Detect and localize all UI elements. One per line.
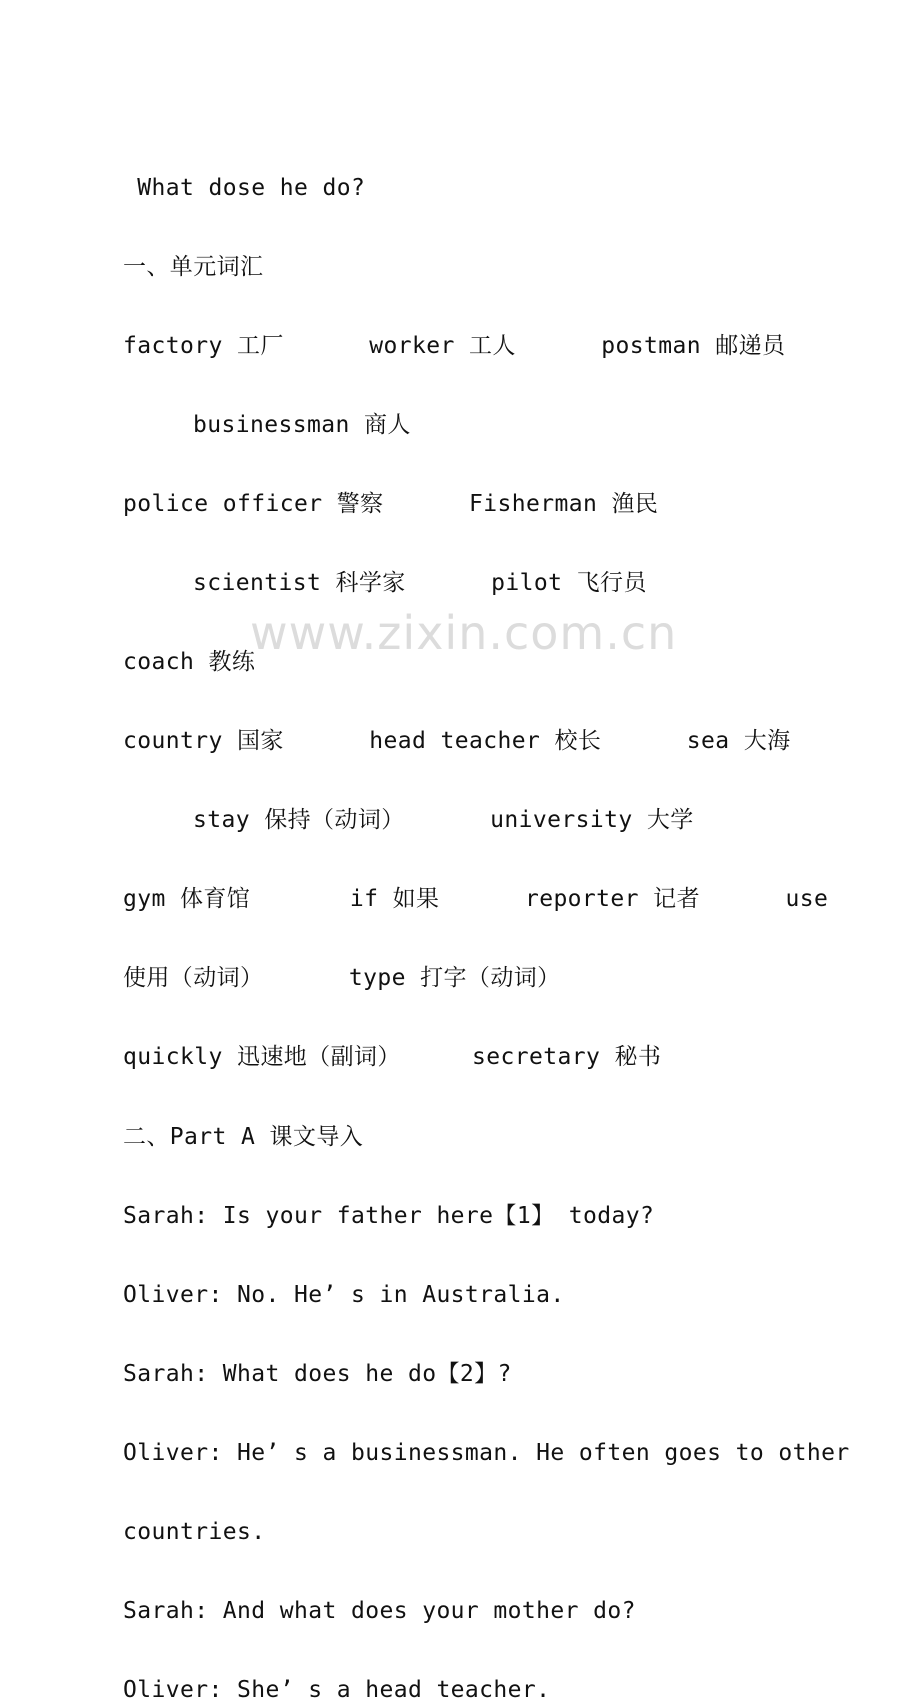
dialogue-line: Oliver: He’ s a businessman. He often goes to other xyxy=(123,1440,850,1466)
dialogue-line: Oliver: No. He’ s in Australia. xyxy=(123,1282,565,1308)
vocab-line: stay 保持（动词） university 大学 xyxy=(193,807,694,833)
dialogue-line: Sarah: What does he do【2】? xyxy=(123,1361,512,1387)
vocab-line: police officer 警察 Fisherman 渔民 xyxy=(123,491,659,517)
section-heading-vocabulary: 一、单元词汇 xyxy=(123,254,264,280)
watermark: www.zixin.com.cn xyxy=(250,606,678,660)
vocab-line: 使用（动词） type 打字（动词） xyxy=(123,965,561,991)
vocab-line: coach 教练 xyxy=(123,649,256,675)
document-title: What dose he do? xyxy=(123,175,366,201)
vocab-line: gym 体育馆 if 如果 reporter 记者 use xyxy=(123,886,829,912)
dialogue-line: Sarah: Is your father here【1】 today? xyxy=(123,1203,655,1229)
dialogue-line: countries. xyxy=(123,1519,266,1545)
vocab-line: factory 工厂 worker 工人 postman 邮递员 xyxy=(123,333,786,359)
section-heading-part-a: 二、Part A 课文导入 xyxy=(123,1124,364,1150)
dialogue-line: Oliver: She’ s a head teacher. xyxy=(123,1677,551,1703)
vocab-line: scientist 科学家 pilot 飞行员 xyxy=(193,570,647,596)
dialogue-line: Sarah: And what does your mother do? xyxy=(123,1598,636,1624)
vocab-line: businessman 商人 xyxy=(193,412,411,438)
vocab-line: quickly 迅速地（副词） secretary 秘书 xyxy=(123,1044,662,1070)
vocab-line: country 国家 head teacher 校长 sea 大海 xyxy=(123,728,791,754)
